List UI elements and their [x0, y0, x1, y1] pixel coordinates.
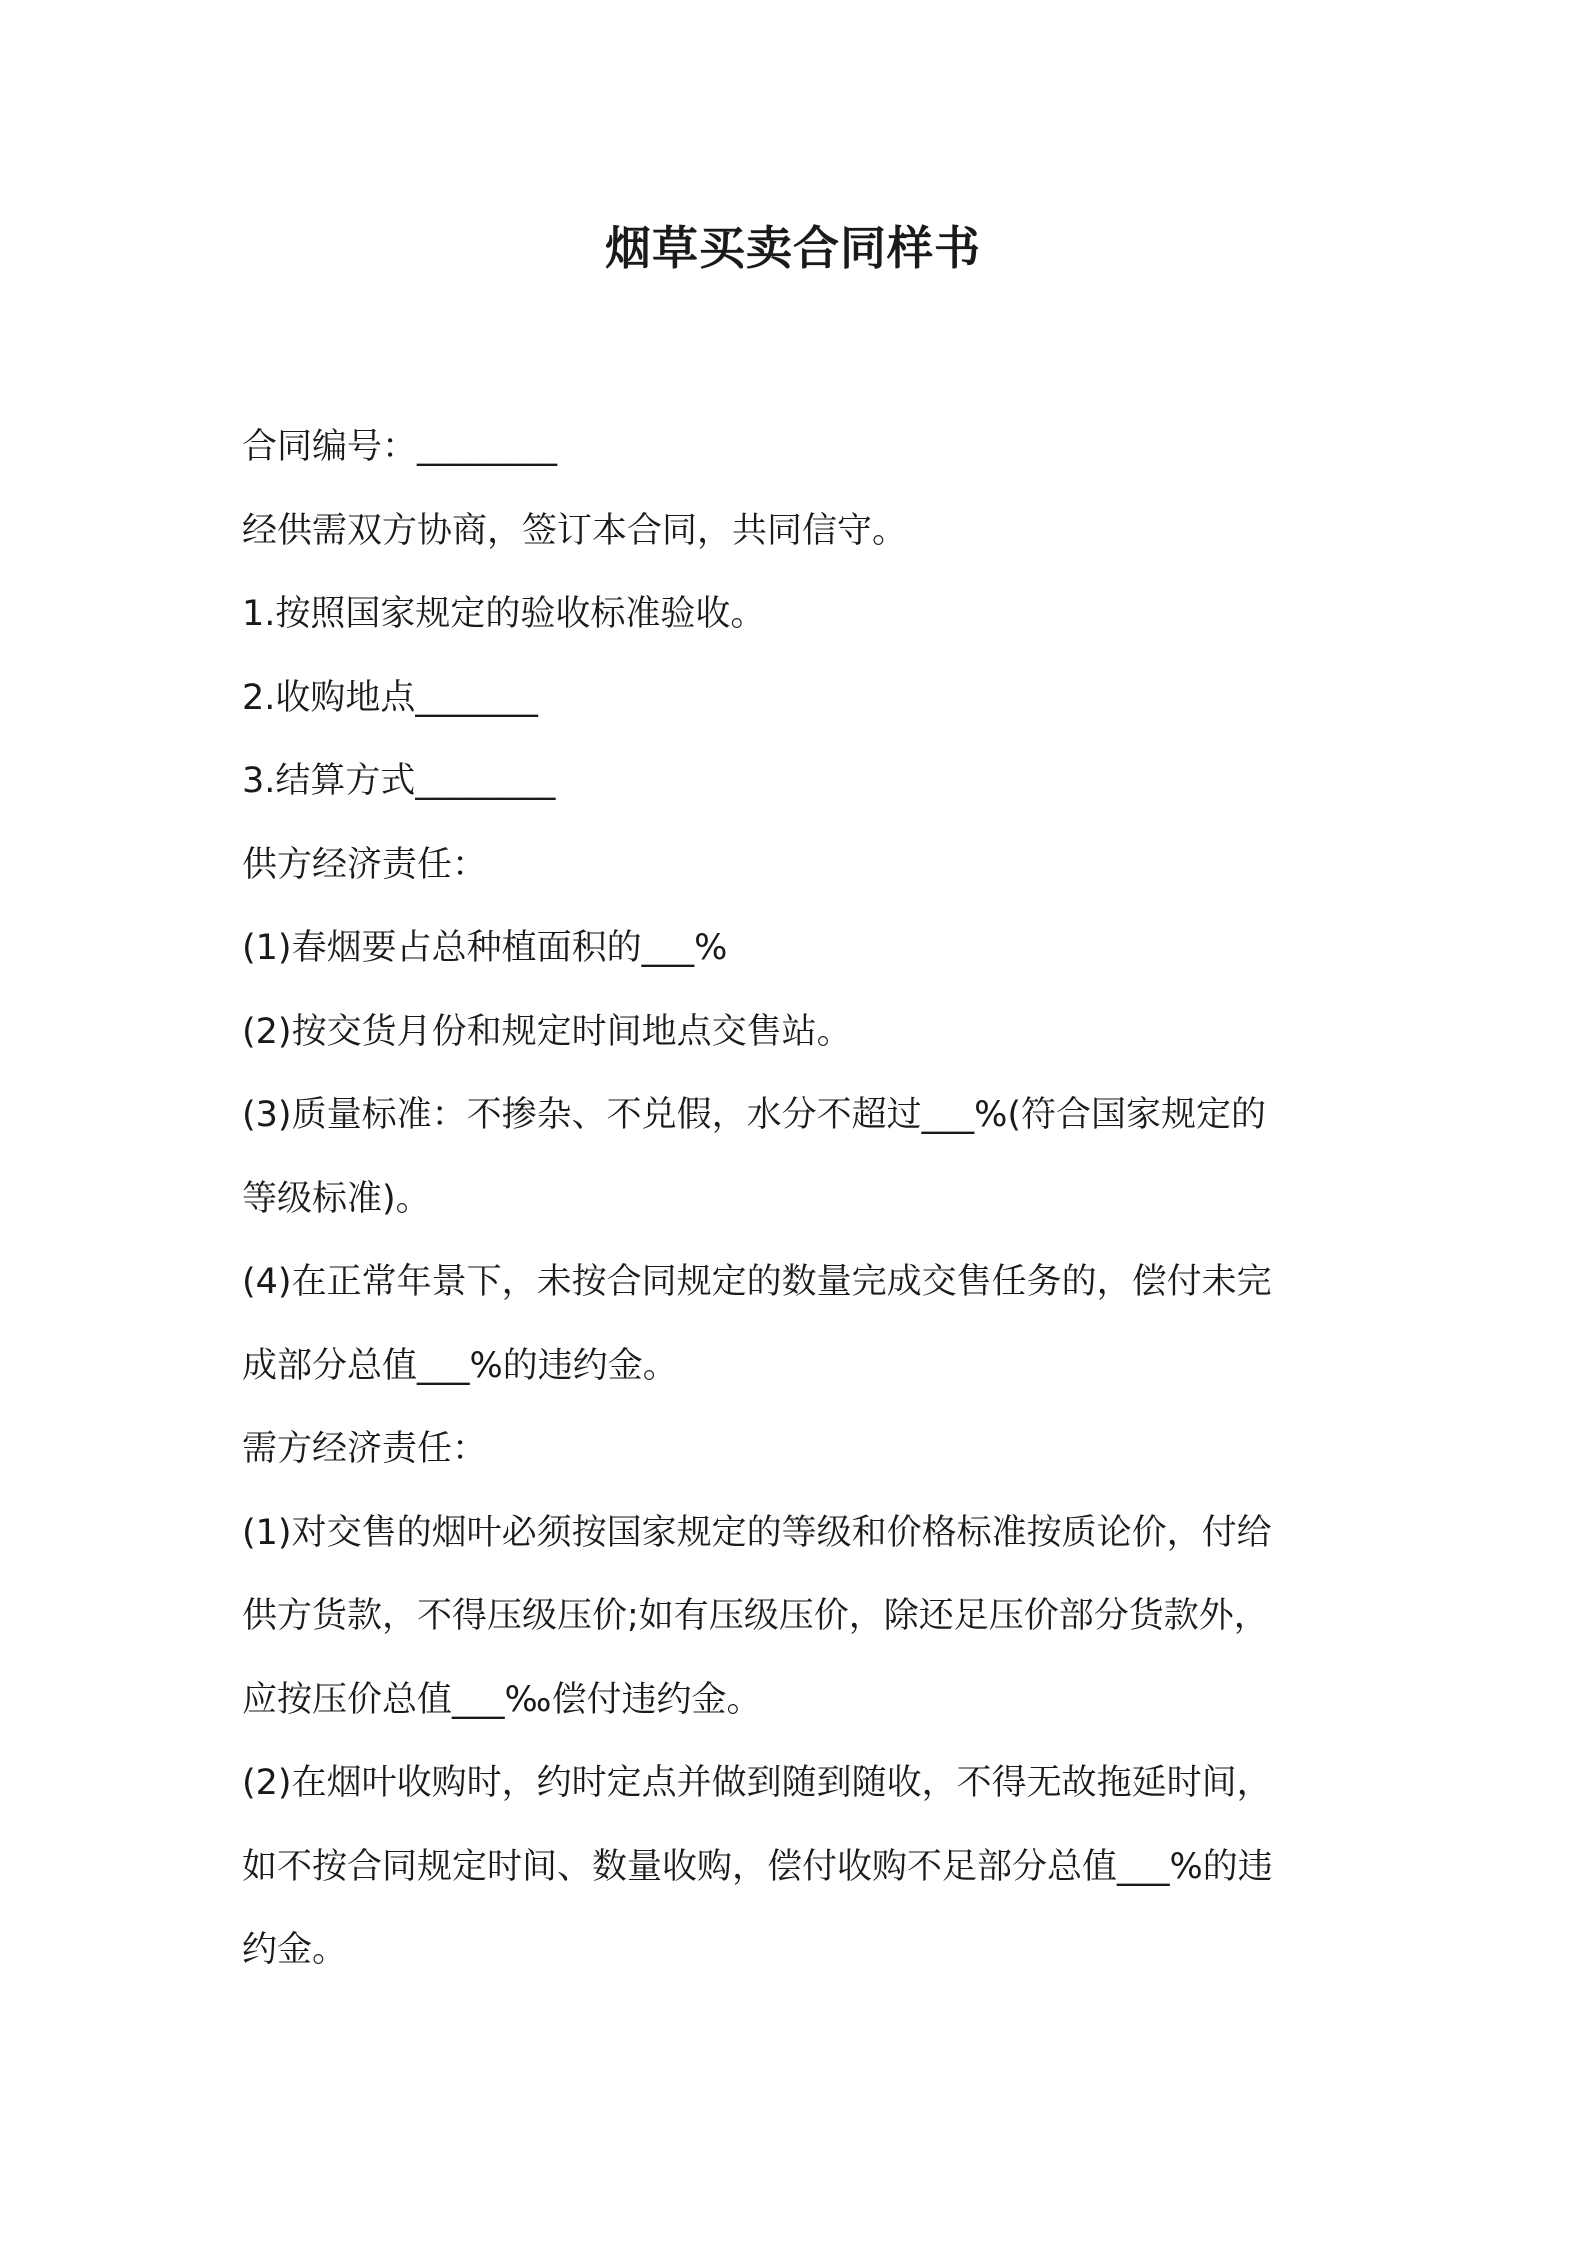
- contract-number-line: 合同编号：________: [242, 427, 558, 467]
- buyer-item-1: (1)对交售的烟叶必须按国家规定的等级和价格标准按质论价，付给: [242, 1512, 1272, 1553]
- buyer-item-1-cont-1: 供方货款，不得压级压价;如有压级压价，除还足压价部分货款外，: [242, 1596, 1269, 1636]
- buyer-item-2-cont-2: 约金。: [242, 1930, 348, 1970]
- document-body: [242, 406, 1362, 1993]
- document-title: 烟草买卖合同样书: [605, 221, 981, 275]
- supplier-item-2: (2)按交货月份和规定时间地点交售站。: [242, 1011, 852, 1052]
- preamble-line: 经供需双方协商，签订本合同，共同信守。: [242, 510, 908, 551]
- supplier-item-4: (4)在正常年景下，未按合同规定的数量完成交售任务的，偿付未完: [242, 1262, 1272, 1302]
- supplier-item-1: (1)春烟要占总种植面积的___%: [242, 928, 728, 968]
- supplier-item-3: (3)质量标准：不掺杂、不兑假，水分不超过___%(符合国家规定的: [242, 1095, 1266, 1135]
- supplier-heading: 供方经济责任：: [242, 844, 488, 885]
- clause-2-line: 2.收购地点_______: [242, 677, 538, 718]
- buyer-item-2-cont-1: 如不按合同规定时间、数量收购，偿付收购不足部分总值___%的违: [242, 1846, 1273, 1887]
- buyer-heading: 需方经济责任：: [242, 1429, 488, 1469]
- supplier-item-4-cont: 成部分总值___%的违约金。: [242, 1345, 678, 1386]
- supplier-item-3-cont: 等级标准)。: [242, 1178, 431, 1219]
- buyer-item-2: (2)在烟叶收购时，约时定点并做到随到随收，不得无故拖延时间，: [242, 1763, 1272, 1803]
- clause-3-line: 3.结算方式________: [242, 761, 556, 801]
- clause-1-line: 1.按照国家规定的验收标准验收。: [242, 594, 766, 634]
- buyer-item-1-cont-2: 应按压价总值___‰偿付违约金。: [242, 1679, 762, 1720]
